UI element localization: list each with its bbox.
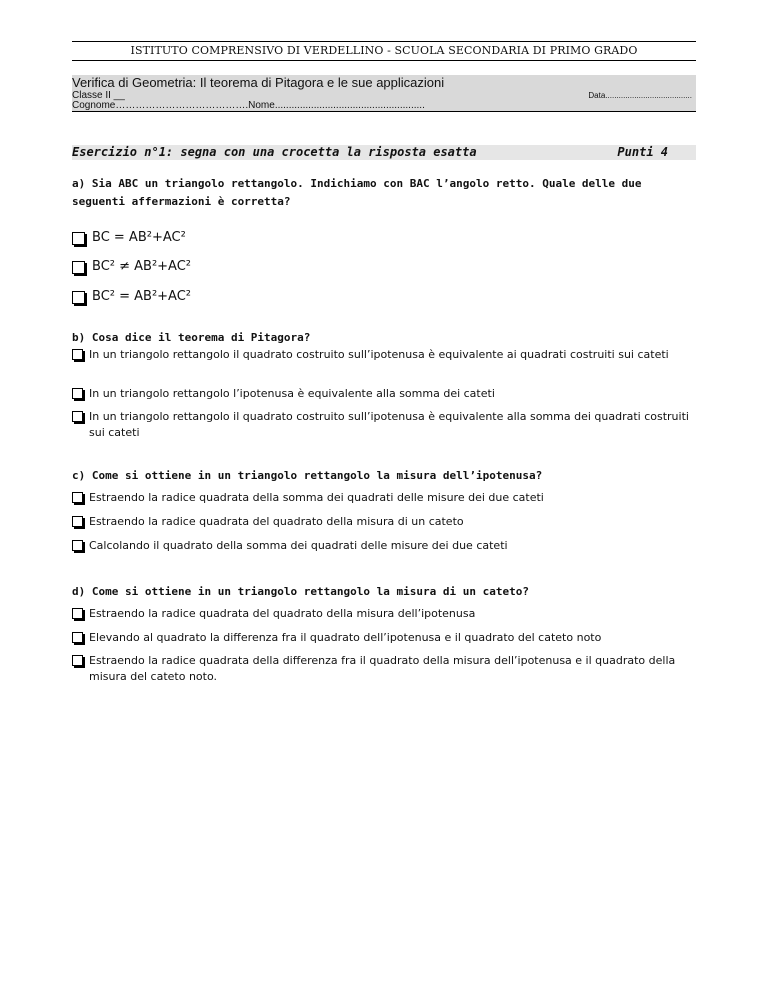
checkbox-icon[interactable] (72, 291, 85, 304)
option-text: In un triangolo rettangolo il quadrato costruito sull’ipotenusa è equivalente ai quadrati costruiti sui cateti (89, 348, 669, 361)
option-text: Estraendo la radice quadrata del quadrato della misura di un cateto (89, 515, 464, 528)
question-c: c) Come si ottiene in un triangolo rettangolo la misura dell’ipotenusa? (72, 469, 543, 482)
class-field: Classe II __ (72, 90, 125, 101)
option-d1[interactable] (72, 606, 696, 622)
exercise-points: Punti 4 (617, 145, 668, 159)
option-b2[interactable] (72, 386, 696, 402)
option-text: BC² = AB²+AC² (92, 289, 192, 304)
page-header: ISTITUTO COMPRENSIVO DI VERDELLINO - SCUOLA SECONDARIA DI PRIMO GRADO (72, 41, 696, 61)
question-d: d) Come si ottiene in un triangolo rettangolo la misura di un cateto? (72, 585, 529, 598)
option-text: Elevando al quadrato la differenza fra il quadrato dell’ipotenusa e il quadrato del cateto noto (89, 631, 602, 644)
option-b1[interactable] (72, 347, 696, 363)
exercise-title: Esercizio n°1: segna con una crocetta la risposta esatta (72, 145, 477, 159)
option-text: In un triangolo rettangolo l’ipotenusa è equivalente alla somma dei cateti (89, 387, 495, 400)
checkbox-icon[interactable] (72, 492, 83, 503)
option-c3[interactable] (72, 538, 696, 554)
option-text: Calcolando il quadrato della somma dei quadrati delle misure dei due cateti (89, 539, 508, 552)
checkbox-icon[interactable] (72, 632, 83, 643)
option-text: In un triangolo rettangolo il quadrato costruito sull’ipotenusa è equivalente alla somma dei quadrati costruiti sui cateti (89, 410, 689, 439)
option-text: Estraendo la radice quadrata della somma dei quadrati delle misure dei due cateti (89, 491, 544, 504)
option-text: BC² ≠ AB²+AC² (92, 259, 192, 274)
date-field: Data....................................... (588, 91, 692, 100)
checkbox-icon[interactable] (72, 540, 83, 551)
checkbox-icon[interactable] (72, 655, 83, 666)
option-c2[interactable] (72, 514, 696, 530)
checkbox-icon[interactable] (72, 411, 83, 422)
checkbox-icon[interactable] (72, 349, 83, 360)
name-field: Cognome………………………………….Nome...................................................... (72, 100, 425, 111)
checkbox-icon[interactable] (72, 388, 83, 399)
checkbox-icon[interactable] (72, 608, 83, 619)
option-d2[interactable] (72, 630, 696, 646)
option-text: Estraendo la radice quadrata del quadrato della misura dell’ipotenusa (89, 607, 476, 620)
option-c1[interactable] (72, 490, 696, 506)
checkbox-icon[interactable] (72, 232, 85, 245)
question-b: b) Cosa dice il teorema di Pitagora? (72, 331, 311, 344)
test-info-box (72, 75, 696, 112)
option-a3[interactable] (72, 288, 696, 306)
option-d3[interactable] (72, 653, 696, 685)
option-text: Estraendo la radice quadrata della differenza fra il quadrato della misura dell’ipotenusa e il quadrato della misura del cateto noto. (89, 654, 676, 683)
question-a: a) Sia ABC un triangolo rettangolo. Indichiamo con BAC l’angolo retto. Quale delle due seguenti affermazioni è corretta? (72, 177, 642, 208)
exercise-title-bar (72, 145, 696, 160)
test-title: Verifica di Geometria: Il teorema di Pitagora e le sue applicazioni (72, 75, 445, 90)
option-b3[interactable] (72, 409, 696, 441)
option-a1[interactable] (72, 229, 696, 247)
option-a2[interactable] (72, 258, 696, 276)
option-text: BC = AB²+AC² (92, 230, 186, 245)
checkbox-icon[interactable] (72, 516, 83, 527)
checkbox-icon[interactable] (72, 261, 85, 274)
